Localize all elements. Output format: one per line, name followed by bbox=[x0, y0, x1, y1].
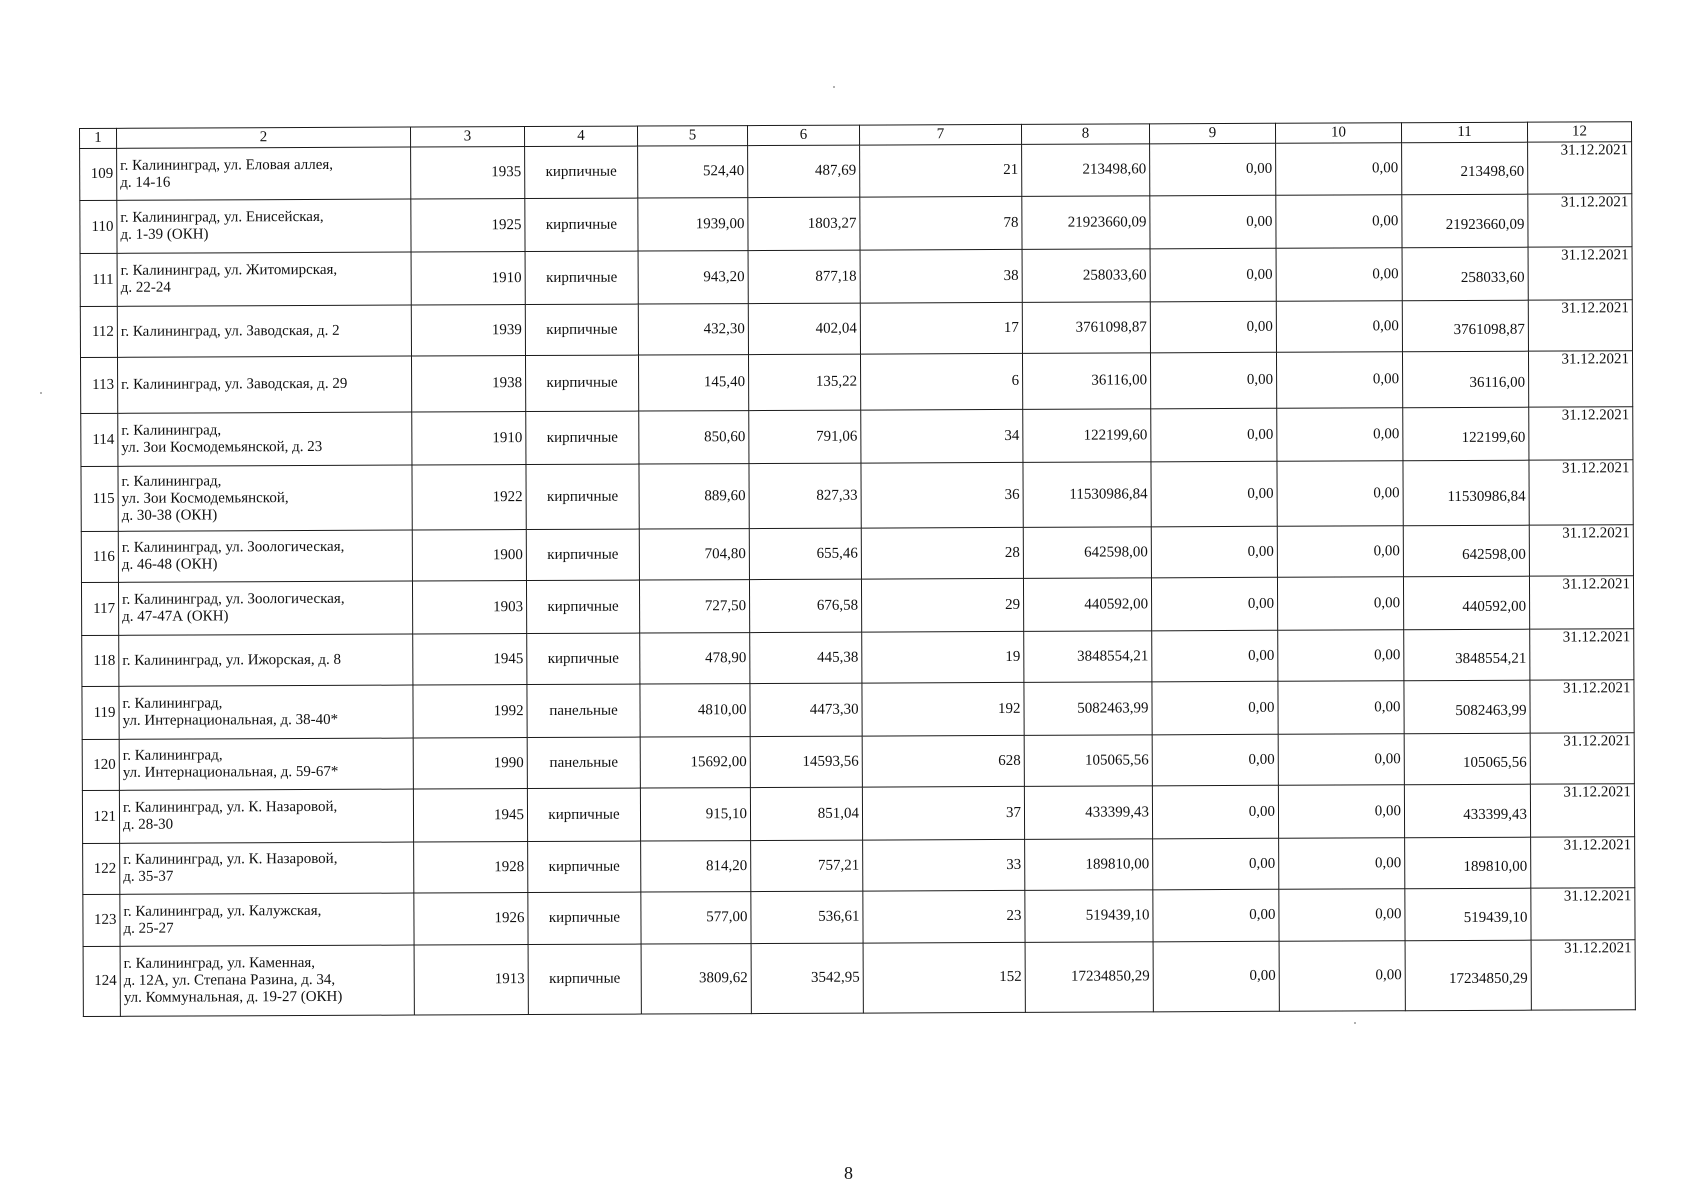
col6-cell: 14593,56 bbox=[750, 736, 862, 787]
col8-cell: 642598,00 bbox=[1023, 527, 1151, 579]
column-header-7: 7 bbox=[859, 124, 1021, 145]
year-built-cell: 1945 bbox=[413, 634, 527, 685]
year-built-cell: 1945 bbox=[413, 789, 527, 842]
col9-cell: 0,00 bbox=[1152, 785, 1278, 839]
table-row bbox=[81, 460, 1633, 532]
wall-material-cell: кирпичные bbox=[526, 529, 639, 580]
col10-cell: 0,00 bbox=[1276, 352, 1402, 409]
col7-cell: 38 bbox=[860, 249, 1022, 303]
col5-cell: 4810,00 bbox=[640, 684, 750, 737]
table-row bbox=[82, 733, 1634, 791]
address-cell: г. Калининград, ул. Зоологическая, д. 46-48 (ОКН) bbox=[118, 530, 412, 582]
wall-material-cell: кирпичные bbox=[528, 841, 641, 892]
housing-registry-table bbox=[79, 121, 1636, 1017]
col8-cell: 189810,00 bbox=[1025, 839, 1153, 891]
wall-material-cell: кирпичные bbox=[525, 146, 638, 198]
col10-cell: 0,00 bbox=[1277, 461, 1403, 527]
col10-cell: 0,00 bbox=[1279, 838, 1405, 890]
year-built-cell: 1939 bbox=[411, 305, 525, 356]
table-row bbox=[82, 629, 1634, 687]
col7-cell: 17 bbox=[860, 302, 1022, 354]
year-built-cell: 1928 bbox=[414, 842, 528, 893]
row-number: 111 bbox=[80, 253, 117, 306]
col7-cell: 78 bbox=[860, 196, 1022, 250]
address-cell: г. Калининград, ул. Енисейская, д. 1-39 (ОКН) bbox=[117, 199, 411, 253]
row-number: 109 bbox=[80, 148, 117, 200]
col11-cell: 17234850,29 bbox=[1405, 940, 1531, 1011]
col9-cell: 0,00 bbox=[1150, 352, 1276, 409]
col9-cell: 0,00 bbox=[1150, 195, 1276, 249]
col8-cell: 122199,60 bbox=[1023, 409, 1151, 463]
col6-cell: 655,46 bbox=[749, 528, 861, 579]
wall-material-cell: кирпичные bbox=[526, 464, 639, 529]
col9-cell: 0,00 bbox=[1151, 577, 1277, 631]
col8-cell: 258033,60 bbox=[1022, 249, 1150, 303]
year-built-cell: 1910 bbox=[411, 252, 525, 305]
table-row bbox=[80, 194, 1632, 254]
row-number: 116 bbox=[81, 531, 118, 582]
col5-cell: 432,30 bbox=[638, 304, 748, 355]
table-body bbox=[80, 142, 1636, 1017]
year-built-cell: 1935 bbox=[411, 147, 525, 199]
deadline-date-cell: 31.12.2021 bbox=[1528, 300, 1632, 351]
row-number: 119 bbox=[82, 686, 119, 739]
address-cell: г. Калининград, ул. Интернациональная, д. 38-40* bbox=[119, 685, 413, 739]
col11-cell: 11530986,84 bbox=[1403, 460, 1529, 526]
deadline-date-cell: 31.12.2021 bbox=[1529, 576, 1633, 629]
year-built-cell: 1910 bbox=[412, 412, 526, 465]
col5-cell: 1939,00 bbox=[638, 198, 748, 251]
col9-cell: 0,00 bbox=[1153, 889, 1279, 942]
col8-cell: 433399,43 bbox=[1024, 786, 1152, 840]
col8-cell: 5082463,99 bbox=[1024, 682, 1152, 736]
col11-cell: 258033,60 bbox=[1402, 247, 1528, 301]
deadline-date-cell: 31.12.2021 bbox=[1528, 351, 1632, 407]
col10-cell: 0,00 bbox=[1279, 941, 1405, 1012]
col11-cell: 642598,00 bbox=[1403, 525, 1529, 577]
col5-cell: 3809,62 bbox=[641, 944, 751, 1014]
address-cell: г. Калининград, ул. К. Назаровой, д. 35-37 bbox=[120, 842, 414, 894]
col9-cell: 0,00 bbox=[1152, 630, 1278, 682]
col8-cell: 3848554,21 bbox=[1024, 631, 1152, 683]
column-header-10: 10 bbox=[1275, 123, 1401, 144]
address-cell: г. Калининград, ул. Ижорская, д. 8 bbox=[119, 634, 413, 686]
column-header-12: 12 bbox=[1527, 122, 1631, 142]
col8-cell: 105065,56 bbox=[1024, 735, 1152, 787]
col9-cell: 0,00 bbox=[1153, 838, 1279, 890]
col11-cell: 440592,00 bbox=[1403, 576, 1529, 630]
column-header-9: 9 bbox=[1149, 123, 1275, 144]
col6-cell: 757,21 bbox=[751, 840, 863, 891]
wall-material-cell: кирпичные bbox=[528, 944, 641, 1014]
year-built-cell: 1913 bbox=[414, 945, 528, 1015]
col9-cell: 0,00 bbox=[1150, 143, 1276, 196]
col7-cell: 19 bbox=[862, 631, 1024, 683]
col5-cell: 915,10 bbox=[640, 788, 750, 841]
col8-cell: 3761098,87 bbox=[1022, 302, 1150, 354]
col11-cell: 3761098,87 bbox=[1402, 300, 1528, 352]
row-number: 123 bbox=[83, 894, 120, 946]
column-header-2: 2 bbox=[117, 127, 411, 148]
wall-material-cell: кирпичные bbox=[527, 788, 640, 841]
deadline-date-cell: 31.12.2021 bbox=[1530, 629, 1634, 680]
col8-cell: 21923660,09 bbox=[1022, 196, 1150, 250]
col11-cell: 122199,60 bbox=[1403, 407, 1529, 461]
column-header-4: 4 bbox=[524, 126, 637, 146]
table-row bbox=[81, 525, 1633, 583]
col6-cell: 791,06 bbox=[749, 410, 861, 463]
col5-cell: 577,00 bbox=[641, 892, 751, 944]
deadline-date-cell: 31.12.2021 bbox=[1531, 888, 1635, 940]
column-header-3: 3 bbox=[410, 127, 524, 147]
address-cell: г. Калининград, ул. К. Назаровой, д. 28-30 bbox=[119, 789, 413, 843]
col5-cell: 15692,00 bbox=[640, 737, 750, 788]
table-row bbox=[81, 407, 1633, 467]
col8-cell: 11530986,84 bbox=[1023, 462, 1151, 528]
column-header-8: 8 bbox=[1021, 124, 1149, 145]
column-header-5: 5 bbox=[637, 126, 747, 146]
col6-cell: 135,22 bbox=[748, 354, 860, 410]
col10-cell: 0,00 bbox=[1277, 577, 1403, 631]
wall-material-cell: кирпичные bbox=[527, 633, 640, 684]
year-built-cell: 1903 bbox=[412, 581, 526, 634]
column-header-6: 6 bbox=[747, 125, 859, 145]
row-number: 114 bbox=[81, 413, 118, 466]
deadline-date-cell: 31.12.2021 bbox=[1529, 525, 1633, 576]
address-cell: г. Калининград, ул. Еловая аллея, д. 14-16 bbox=[117, 147, 411, 200]
col11-cell: 213498,60 bbox=[1402, 142, 1528, 195]
col7-cell: 34 bbox=[861, 409, 1023, 463]
table-row bbox=[82, 680, 1634, 740]
table-row bbox=[83, 940, 1635, 1017]
wall-material-cell: кирпичные bbox=[526, 580, 639, 633]
col6-cell: 4473,30 bbox=[750, 683, 862, 736]
wall-material-cell: панельные bbox=[527, 737, 640, 788]
col7-cell: 33 bbox=[863, 839, 1025, 891]
deadline-date-cell: 31.12.2021 bbox=[1530, 784, 1634, 837]
col11-cell: 5082463,99 bbox=[1404, 680, 1530, 734]
col11-cell: 105065,56 bbox=[1404, 733, 1530, 785]
col9-cell: 0,00 bbox=[1151, 461, 1277, 527]
col9-cell: 0,00 bbox=[1150, 248, 1276, 302]
col7-cell: 21 bbox=[860, 144, 1022, 197]
col10-cell: 0,00 bbox=[1277, 408, 1403, 462]
col6-cell: 487,69 bbox=[748, 145, 860, 197]
row-number: 122 bbox=[83, 843, 120, 894]
col6-cell: 827,33 bbox=[749, 463, 861, 528]
deadline-date-cell: 31.12.2021 bbox=[1531, 837, 1635, 888]
col5-cell: 727,50 bbox=[639, 580, 749, 633]
col11-cell: 3848554,21 bbox=[1404, 629, 1530, 681]
col7-cell: 192 bbox=[862, 682, 1024, 736]
wall-material-cell: кирпичные bbox=[525, 251, 638, 304]
col9-cell: 0,00 bbox=[1153, 941, 1279, 1012]
page-number: 8 bbox=[844, 1163, 853, 1183]
address-cell: г. Калининград, ул. Заводская, д. 2 bbox=[117, 305, 411, 357]
wall-material-cell: кирпичные bbox=[526, 411, 639, 464]
row-number: 112 bbox=[80, 306, 117, 357]
row-number: 118 bbox=[82, 635, 119, 686]
col9-cell: 0,00 bbox=[1152, 681, 1278, 735]
col8-cell: 36116,00 bbox=[1022, 353, 1150, 410]
table-row bbox=[83, 837, 1635, 895]
col10-cell: 0,00 bbox=[1278, 785, 1404, 839]
col7-cell: 6 bbox=[860, 353, 1022, 410]
col10-cell: 0,00 bbox=[1278, 681, 1404, 735]
row-number: 115 bbox=[81, 466, 118, 531]
col9-cell: 0,00 bbox=[1152, 734, 1278, 786]
year-built-cell: 1938 bbox=[411, 356, 525, 412]
col10-cell: 0,00 bbox=[1278, 630, 1404, 682]
col5-cell: 704,80 bbox=[639, 529, 749, 580]
col9-cell: 0,00 bbox=[1150, 301, 1276, 353]
address-cell: г. Калининград, ул. Заводская, д. 29 bbox=[118, 356, 412, 413]
col5-cell: 524,40 bbox=[638, 146, 748, 198]
wall-material-cell: панельные bbox=[527, 684, 640, 737]
deadline-date-cell: 31.12.2021 bbox=[1528, 247, 1632, 300]
col7-cell: 28 bbox=[861, 527, 1023, 579]
address-cell: г. Калининград, ул. Зои Космодемьянской, д. 30-38 (ОКН) bbox=[118, 465, 412, 531]
col6-cell: 1803,27 bbox=[748, 197, 860, 250]
wall-material-cell: кирпичные bbox=[525, 355, 638, 411]
col5-cell: 814,20 bbox=[641, 841, 751, 892]
col10-cell: 0,00 bbox=[1277, 526, 1403, 578]
deadline-date-cell: 31.12.2021 bbox=[1529, 407, 1633, 460]
wall-material-cell: кирпичные bbox=[525, 198, 638, 251]
deadline-date-cell: 31.12.2021 bbox=[1528, 194, 1632, 247]
col8-cell: 440592,00 bbox=[1023, 578, 1151, 632]
col6-cell: 676,58 bbox=[749, 579, 861, 632]
table-row bbox=[80, 300, 1632, 358]
address-cell: г. Калининград, ул. Житомирская, д. 22-24 bbox=[117, 252, 411, 306]
row-number: 121 bbox=[82, 790, 119, 843]
year-built-cell: 1926 bbox=[414, 893, 528, 945]
row-number: 110 bbox=[80, 200, 117, 253]
col10-cell: 0,00 bbox=[1276, 301, 1402, 353]
year-built-cell: 1992 bbox=[413, 685, 527, 738]
row-number: 113 bbox=[81, 357, 118, 413]
table-row bbox=[80, 142, 1632, 201]
scan-speck bbox=[1354, 1022, 1356, 1024]
row-number: 124 bbox=[83, 946, 120, 1016]
deadline-date-cell: 31.12.2021 bbox=[1530, 680, 1634, 733]
deadline-date-cell: 31.12.2021 bbox=[1531, 940, 1635, 1010]
year-built-cell: 1900 bbox=[412, 530, 526, 581]
col7-cell: 37 bbox=[862, 786, 1024, 840]
col6-cell: 536,61 bbox=[751, 891, 863, 943]
address-cell: г. Калининград, ул. Зоологическая, д. 47-47А (ОКН) bbox=[118, 581, 412, 635]
col5-cell: 478,90 bbox=[640, 633, 750, 684]
row-number: 117 bbox=[81, 582, 118, 635]
column-header-1: 1 bbox=[80, 128, 117, 148]
col7-cell: 628 bbox=[862, 735, 1024, 787]
col11-cell: 433399,43 bbox=[1404, 784, 1530, 838]
col10-cell: 0,00 bbox=[1279, 889, 1405, 942]
wall-material-cell: кирпичные bbox=[525, 304, 638, 355]
row-number: 120 bbox=[82, 739, 119, 790]
col11-cell: 189810,00 bbox=[1405, 837, 1531, 889]
col10-cell: 0,00 bbox=[1276, 248, 1402, 302]
address-cell: г. Калининград, ул. Каменная, д. 12А, ул. Степана Разина, д. 34, ул. Коммунальная, д. 19-27 (ОКН) bbox=[120, 945, 414, 1016]
col11-cell: 21923660,09 bbox=[1402, 194, 1528, 248]
col5-cell: 889,60 bbox=[639, 464, 749, 529]
table-row bbox=[82, 784, 1634, 844]
col8-cell: 519439,10 bbox=[1025, 890, 1153, 943]
deadline-date-cell: 31.12.2021 bbox=[1528, 142, 1632, 194]
col6-cell: 402,04 bbox=[748, 303, 860, 354]
table-row bbox=[81, 576, 1633, 636]
col9-cell: 0,00 bbox=[1151, 526, 1277, 578]
address-cell: г. Калининград, ул. Интернациональная, д. 59-67* bbox=[119, 738, 413, 790]
col6-cell: 877,18 bbox=[748, 250, 860, 303]
col6-cell: 3542,95 bbox=[751, 943, 863, 1013]
scan-speck bbox=[40, 392, 42, 394]
col6-cell: 851,04 bbox=[750, 787, 862, 840]
col8-cell: 17234850,29 bbox=[1025, 942, 1153, 1013]
col5-cell: 145,40 bbox=[638, 355, 748, 411]
col7-cell: 152 bbox=[863, 942, 1025, 1013]
col8-cell: 213498,60 bbox=[1022, 144, 1150, 197]
col7-cell: 36 bbox=[861, 462, 1023, 528]
column-header-11: 11 bbox=[1401, 122, 1527, 143]
table-row bbox=[80, 247, 1632, 307]
year-built-cell: 1990 bbox=[413, 738, 527, 789]
col7-cell: 23 bbox=[863, 890, 1025, 943]
scan-speck bbox=[833, 86, 835, 88]
address-cell: г. Калининград, ул. Зои Космодемьянской, д. 23 bbox=[118, 412, 412, 466]
col7-cell: 29 bbox=[861, 578, 1023, 632]
col11-cell: 36116,00 bbox=[1402, 351, 1528, 408]
deadline-date-cell: 31.12.2021 bbox=[1530, 733, 1634, 784]
col11-cell: 519439,10 bbox=[1405, 888, 1531, 941]
col5-cell: 850,60 bbox=[639, 411, 749, 464]
year-built-cell: 1925 bbox=[411, 199, 525, 252]
col10-cell: 0,00 bbox=[1278, 734, 1404, 786]
col6-cell: 445,38 bbox=[750, 632, 862, 683]
year-built-cell: 1922 bbox=[412, 465, 526, 530]
table-row bbox=[83, 888, 1635, 947]
col5-cell: 943,20 bbox=[638, 251, 748, 304]
table-row bbox=[81, 351, 1633, 414]
col9-cell: 0,00 bbox=[1151, 408, 1277, 462]
wall-material-cell: кирпичные bbox=[528, 892, 641, 944]
deadline-date-cell: 31.12.2021 bbox=[1529, 460, 1633, 525]
col10-cell: 0,00 bbox=[1276, 143, 1402, 196]
address-cell: г. Калининград, ул. Калужская, д. 25-27 bbox=[120, 893, 414, 946]
col10-cell: 0,00 bbox=[1276, 195, 1402, 249]
